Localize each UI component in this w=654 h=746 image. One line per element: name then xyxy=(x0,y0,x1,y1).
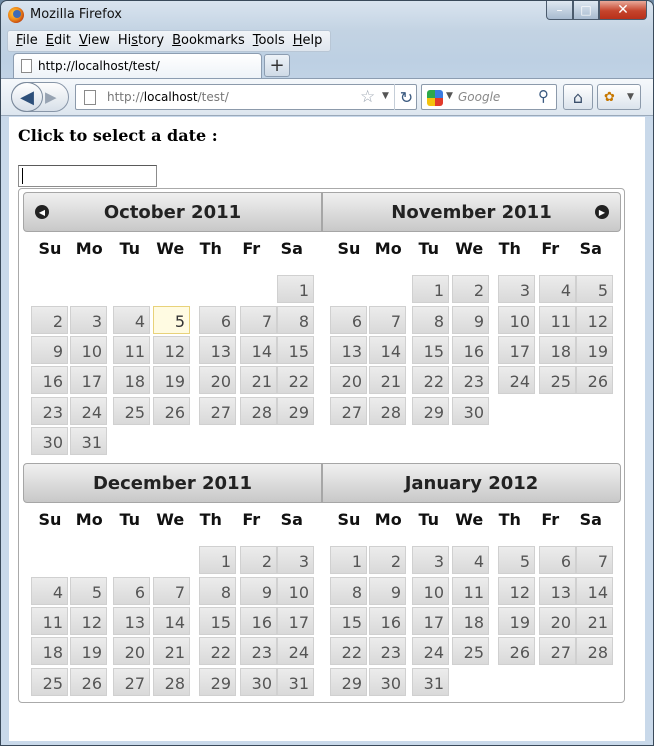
day-cell[interactable]: 24 xyxy=(277,637,314,665)
day-cell[interactable]: 25 xyxy=(113,397,150,425)
page-content xyxy=(9,117,645,741)
month-header xyxy=(23,192,322,232)
day-cell[interactable]: 16 xyxy=(452,336,489,364)
weekday-label: Su xyxy=(337,510,361,529)
day-cell[interactable]: 30 xyxy=(369,668,406,696)
day-cell[interactable]: 10 xyxy=(498,306,535,334)
day-cell[interactable]: 24 xyxy=(412,637,449,665)
day-cell[interactable]: 4 xyxy=(113,306,150,334)
day-cell[interactable]: 15 xyxy=(330,607,367,635)
back-arrow-icon: ◀ xyxy=(20,86,34,108)
day-cell[interactable]: 7 xyxy=(576,546,613,574)
day-cell[interactable]: 26 xyxy=(498,637,535,665)
day-cell[interactable]: 31 xyxy=(277,668,314,696)
page-icon xyxy=(84,90,96,105)
day-cell[interactable]: 22 xyxy=(277,366,314,394)
day-cell[interactable]: 2 xyxy=(31,306,68,334)
weekday-label: Sa xyxy=(280,510,303,529)
url-dropdown-icon[interactable]: ▼ xyxy=(382,91,389,101)
day-cell[interactable]: 27 xyxy=(539,637,576,665)
day-cell[interactable]: 23 xyxy=(369,637,406,665)
weekday-label: We xyxy=(455,239,484,258)
date-label: Click to select a date : xyxy=(18,126,218,145)
day-cell[interactable]: 7 xyxy=(240,306,277,334)
day-cell[interactable]: 10 xyxy=(277,577,314,605)
day-cell[interactable]: 26 xyxy=(70,668,107,696)
day-cell[interactable]: 13 xyxy=(199,336,236,364)
day-cell[interactable]: 7 xyxy=(369,306,406,334)
day-cell[interactable]: 10 xyxy=(70,336,107,364)
search-box[interactable] xyxy=(421,84,557,110)
day-cell[interactable]: 25 xyxy=(539,366,576,394)
month-2 xyxy=(23,463,322,693)
day-cell[interactable]: 20 xyxy=(330,366,367,394)
day-cell[interactable]: 25 xyxy=(452,637,489,665)
datepicker xyxy=(18,188,625,703)
day-cell[interactable]: 31 xyxy=(70,427,107,455)
day-cell[interactable]: 17 xyxy=(412,607,449,635)
day-cell[interactable]: 3 xyxy=(412,546,449,574)
day-cell[interactable]: 12 xyxy=(498,577,535,605)
weekday-label: Fr xyxy=(541,510,560,529)
day-cell[interactable]: 10 xyxy=(412,577,449,605)
day-cell[interactable]: 19 xyxy=(498,607,535,635)
day-cell[interactable]: 6 xyxy=(113,577,150,605)
day-cell[interactable]: 20 xyxy=(199,366,236,394)
day-cell[interactable]: 11 xyxy=(452,577,489,605)
weekday-label: Mo xyxy=(374,510,402,529)
weekday-label: Fr xyxy=(541,239,560,258)
day-cell[interactable]: 29 xyxy=(199,668,236,696)
day-cell[interactable]: 7 xyxy=(153,577,190,605)
day-cell[interactable]: 27 xyxy=(330,397,367,425)
day-cell[interactable]: 13 xyxy=(113,607,150,635)
day-cell[interactable]: 18 xyxy=(452,607,489,635)
day-cell[interactable]: 15 xyxy=(199,607,236,635)
firefox-logo-icon xyxy=(8,7,24,23)
bookmark-star-icon[interactable]: ☆ xyxy=(360,87,376,107)
weekday-label: We xyxy=(156,510,185,529)
day-cell[interactable]: 1 xyxy=(412,275,449,303)
day-cell[interactable]: 5 xyxy=(498,546,535,574)
url-bar[interactable] xyxy=(75,84,417,110)
day-cell[interactable]: 8 xyxy=(412,306,449,334)
weekday-header xyxy=(31,510,312,532)
weekday-label: Mo xyxy=(75,510,103,529)
day-cell[interactable]: 19 xyxy=(153,366,190,394)
month-3 xyxy=(322,463,621,693)
engine-dropdown-icon[interactable]: ▼ xyxy=(446,91,453,101)
day-cell[interactable]: 3 xyxy=(498,275,535,303)
day-cell[interactable]: 21 xyxy=(576,607,613,635)
day-cell[interactable]: 12 xyxy=(576,306,613,334)
day-cell[interactable]: 14 xyxy=(576,577,613,605)
window-title: Mozilla Firefox xyxy=(30,7,122,22)
date-input[interactable] xyxy=(18,165,157,187)
menu-bar xyxy=(7,30,331,52)
month-title: December 2011 xyxy=(92,472,253,494)
day-cell[interactable]: 21 xyxy=(240,366,277,394)
day-cell[interactable]: 16 xyxy=(369,607,406,635)
day-cell[interactable]: 19 xyxy=(576,336,613,364)
day-cell[interactable]: 28 xyxy=(240,397,277,425)
day-cell[interactable]: 29 xyxy=(330,668,367,696)
day-cell[interactable]: 19 xyxy=(70,637,107,665)
day-cell[interactable]: 9 xyxy=(31,336,68,364)
weekday-label: Th xyxy=(199,510,222,529)
weekday-label: Tu xyxy=(418,510,440,529)
weekday-header xyxy=(330,239,611,261)
day-cell[interactable]: 28 xyxy=(369,397,406,425)
title-bar xyxy=(1,1,653,29)
weekday-label: Su xyxy=(337,239,361,258)
menu-tools[interactable]: Tools xyxy=(252,33,285,48)
weekday-label: Sa xyxy=(280,239,303,258)
day-cell[interactable]: 8 xyxy=(330,577,367,605)
day-cell[interactable]: 16 xyxy=(240,607,277,635)
tab-strip xyxy=(1,53,653,78)
day-cell[interactable]: 9 xyxy=(240,577,277,605)
home-button[interactable] xyxy=(563,84,593,110)
back-forward-group xyxy=(11,82,69,112)
day-cell[interactable]: 4 xyxy=(31,577,68,605)
new-tab-button[interactable]: + xyxy=(264,54,290,77)
back-button[interactable] xyxy=(11,82,43,112)
month-header xyxy=(322,463,621,503)
addon-button[interactable] xyxy=(597,84,641,110)
day-cell[interactable]: 17 xyxy=(70,366,107,394)
day-cell[interactable]: 23 xyxy=(452,366,489,394)
weekday-label: Th xyxy=(498,510,521,529)
day-cell[interactable]: 1 xyxy=(199,546,236,574)
day-cell[interactable]: 22 xyxy=(330,637,367,665)
day-cell[interactable]: 17 xyxy=(277,607,314,635)
menu-help[interactable]: Help xyxy=(292,33,323,48)
day-cell[interactable]: 5 xyxy=(153,306,190,334)
weekday-label: Su xyxy=(38,239,62,258)
weekday-label: Sa xyxy=(579,239,602,258)
month-0 xyxy=(23,192,322,452)
weekday-label: Th xyxy=(498,239,521,258)
day-cell[interactable]: 31 xyxy=(412,668,449,696)
menu-file[interactable]: File xyxy=(16,33,38,48)
menu-view[interactable]: View xyxy=(78,33,110,48)
weekday-label: Th xyxy=(199,239,222,258)
day-cell[interactable]: 18 xyxy=(113,366,150,394)
day-cell[interactable]: 28 xyxy=(153,668,190,696)
weekday-header xyxy=(330,510,611,532)
month-header xyxy=(322,192,621,232)
day-cell[interactable]: 17 xyxy=(498,336,535,364)
day-cell[interactable]: 6 xyxy=(330,306,367,334)
tab-localhost[interactable] xyxy=(13,53,262,78)
day-cell[interactable]: 15 xyxy=(277,336,314,364)
menu-bookmarks[interactable]: Bookmarks xyxy=(172,33,245,48)
addon-icon: ✿ xyxy=(604,89,615,105)
month-title: October 2011 xyxy=(103,201,242,223)
month-header xyxy=(23,463,322,503)
day-cell[interactable]: 1 xyxy=(277,275,314,303)
minimize-button[interactable]: – xyxy=(546,1,573,20)
day-cell[interactable]: 21 xyxy=(369,366,406,394)
day-cell[interactable]: 2 xyxy=(240,546,277,574)
day-cell[interactable]: 2 xyxy=(452,275,489,303)
day-cell[interactable]: 11 xyxy=(31,607,68,635)
menu-edit[interactable]: Edit xyxy=(45,33,71,48)
month-1 xyxy=(322,192,621,422)
search-icon[interactable]: ⚲ xyxy=(538,87,549,105)
day-cell[interactable]: 28 xyxy=(576,637,613,665)
day-cell[interactable]: 4 xyxy=(452,546,489,574)
next-month-icon[interactable]: ▶ xyxy=(595,205,609,219)
month-title: January 2012 xyxy=(404,472,539,494)
tab-title: http://localhost/test/ xyxy=(38,59,160,73)
weekday-label: Su xyxy=(38,510,62,529)
day-cell[interactable]: 3 xyxy=(277,546,314,574)
day-cell[interactable]: 18 xyxy=(539,336,576,364)
day-cell[interactable]: 30 xyxy=(31,427,68,455)
day-cell[interactable]: 9 xyxy=(452,306,489,334)
day-cell[interactable]: 24 xyxy=(498,366,535,394)
weekday-label: Tu xyxy=(119,510,141,529)
menu-history[interactable]: History xyxy=(117,33,165,48)
day-cell[interactable]: 26 xyxy=(576,366,613,394)
day-cell[interactable]: 29 xyxy=(277,397,314,425)
day-cell[interactable]: 24 xyxy=(70,397,107,425)
day-cell[interactable]: 14 xyxy=(240,336,277,364)
day-cell[interactable]: 15 xyxy=(412,336,449,364)
day-cell[interactable]: 12 xyxy=(153,336,190,364)
day-cell[interactable]: 27 xyxy=(113,668,150,696)
weekday-label: Mo xyxy=(374,239,402,258)
day-cell[interactable]: 20 xyxy=(539,607,576,635)
day-cell[interactable]: 2 xyxy=(369,546,406,574)
forward-button[interactable] xyxy=(45,88,57,106)
navigation-toolbar xyxy=(1,78,653,116)
weekday-label: Tu xyxy=(418,239,440,258)
weekday-label: Tu xyxy=(119,239,141,258)
day-cell[interactable]: 23 xyxy=(240,637,277,665)
day-cell[interactable]: 3 xyxy=(70,306,107,334)
day-cell[interactable]: 12 xyxy=(70,607,107,635)
weekday-header xyxy=(31,239,312,261)
search-placeholder: Google xyxy=(458,90,501,104)
day-cell[interactable]: 8 xyxy=(277,306,314,334)
day-cell[interactable]: 21 xyxy=(153,637,190,665)
day-cell[interactable]: 14 xyxy=(369,336,406,364)
day-cell[interactable]: 29 xyxy=(412,397,449,425)
day-cell[interactable]: 5 xyxy=(70,577,107,605)
day-cell[interactable]: 14 xyxy=(153,607,190,635)
day-cell[interactable]: 13 xyxy=(539,577,576,605)
page-icon xyxy=(21,59,32,73)
day-cell[interactable]: 6 xyxy=(199,306,236,334)
day-cell[interactable]: 6 xyxy=(539,546,576,574)
day-cell[interactable]: 11 xyxy=(539,306,576,334)
day-cell[interactable]: 11 xyxy=(113,336,150,364)
day-cell[interactable]: 25 xyxy=(31,668,68,696)
text-caret xyxy=(22,168,23,184)
weekday-label: Fr xyxy=(242,510,261,529)
close-button[interactable]: ✕ xyxy=(599,1,647,20)
day-cell[interactable]: 8 xyxy=(199,577,236,605)
day-cell[interactable]: 22 xyxy=(199,637,236,665)
reload-button[interactable] xyxy=(394,84,418,110)
maximize-button[interactable]: □ xyxy=(573,1,599,20)
forward-arrow-icon: ▶ xyxy=(45,88,57,106)
day-cell[interactable]: 27 xyxy=(199,397,236,425)
day-cell[interactable]: 18 xyxy=(31,637,68,665)
addon-dropdown-icon: ▼ xyxy=(627,92,634,102)
day-cell[interactable]: 30 xyxy=(452,397,489,425)
weekday-label: We xyxy=(156,239,185,258)
day-cell[interactable]: 13 xyxy=(330,336,367,364)
reload-icon: ↻ xyxy=(399,87,414,107)
weekday-label: Fr xyxy=(242,239,261,258)
day-cell[interactable]: 9 xyxy=(369,577,406,605)
home-icon: ⌂ xyxy=(572,87,584,107)
day-cell[interactable]: 5 xyxy=(576,275,613,303)
day-cell[interactable]: 22 xyxy=(412,366,449,394)
weekday-label: Sa xyxy=(579,510,602,529)
month-title: November 2011 xyxy=(391,201,552,223)
day-cell[interactable]: 16 xyxy=(31,366,68,394)
day-cell[interactable]: 4 xyxy=(539,275,576,303)
prev-month-icon[interactable]: ◀ xyxy=(35,205,49,219)
weekday-label: We xyxy=(455,510,484,529)
weekday-label: Mo xyxy=(75,239,103,258)
day-cell[interactable]: 23 xyxy=(31,397,68,425)
day-cell[interactable]: 20 xyxy=(113,637,150,665)
day-cell[interactable]: 26 xyxy=(153,397,190,425)
day-cell[interactable]: 30 xyxy=(240,668,277,696)
day-cell[interactable]: 1 xyxy=(330,546,367,574)
google-engine-icon[interactable] xyxy=(427,90,443,106)
url-text[interactable]: http://localhost/test/ xyxy=(107,90,229,104)
